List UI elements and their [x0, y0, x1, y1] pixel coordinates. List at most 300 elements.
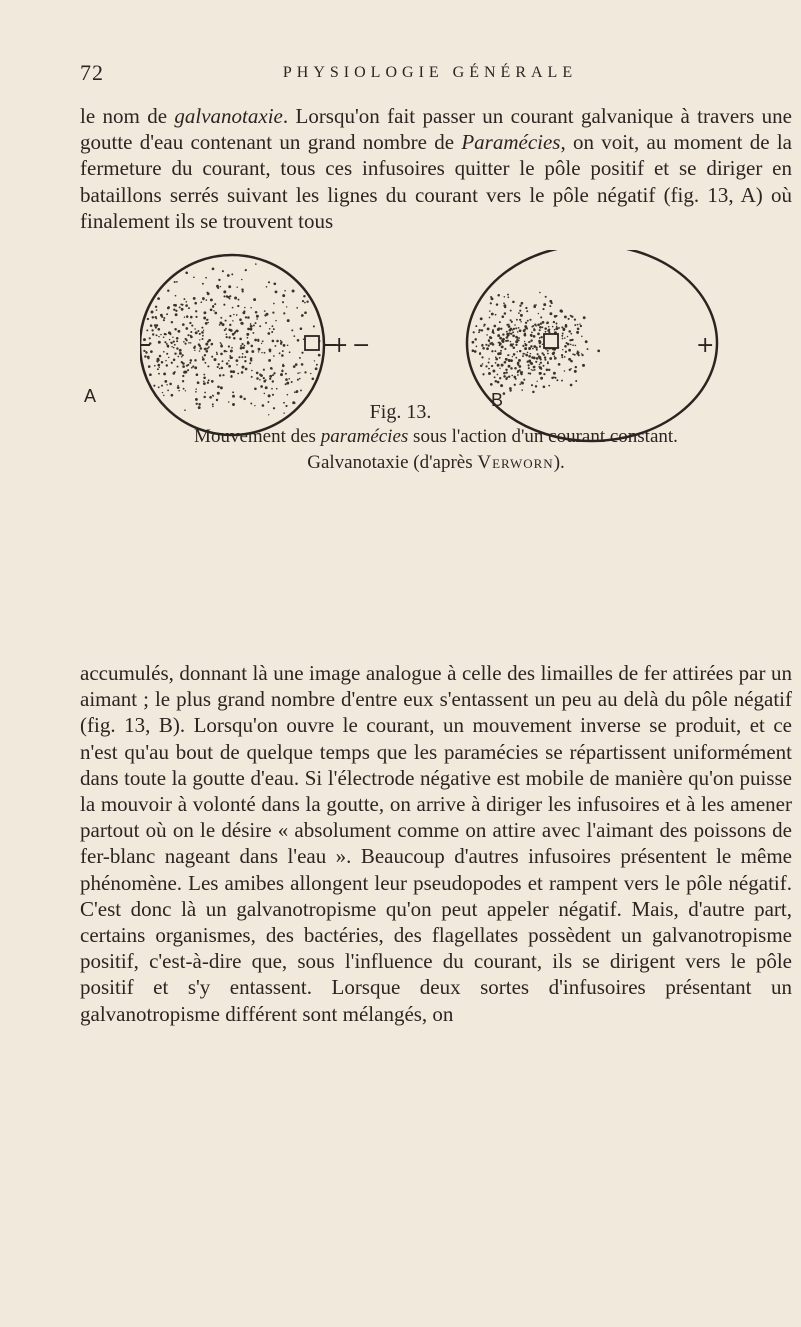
paramecium-dot: [169, 383, 172, 386]
paramecium-dot: [195, 310, 197, 312]
paramecium-dot: [532, 369, 534, 371]
paramecium-dot: [549, 305, 551, 307]
paramecium-dot: [287, 319, 290, 322]
paramecium-dot: [303, 295, 305, 297]
paramecium-dot: [564, 315, 567, 318]
paramecium-dot: [265, 386, 268, 389]
paramecium-dot: [481, 356, 483, 358]
paramecium-dot: [216, 353, 218, 355]
paramecium-dot: [167, 345, 170, 348]
paramecium-dot: [183, 371, 186, 374]
paramecium-dot: [505, 369, 507, 371]
paramecium-dot: [553, 321, 555, 323]
paramecium-dot: [226, 351, 228, 353]
paramecium-dot: [528, 347, 531, 350]
paramecium-dot: [256, 318, 258, 320]
paramecium-dot: [273, 355, 275, 357]
paramecium-dot: [228, 329, 231, 332]
electrode-negative-b: [544, 334, 558, 348]
paramecium-dot: [522, 345, 524, 347]
paramecium-dot: [210, 308, 213, 311]
paramecium-dot: [182, 365, 185, 368]
paramecium-dot: [271, 325, 273, 327]
paramecium-dot: [548, 326, 550, 328]
paramecium-dot: [579, 323, 580, 324]
paramecium-dot: [556, 326, 558, 328]
paramecium-dot: [176, 337, 179, 340]
paramecium-dot: [206, 350, 209, 353]
paramecium-dot: [204, 362, 206, 364]
paramecium-dot: [540, 372, 542, 374]
paramecium-dot: [291, 381, 293, 383]
paramecium-dot: [577, 350, 579, 352]
paramecium-dot: [500, 328, 502, 330]
paramecium-dot: [535, 385, 537, 387]
paramecium-dot: [562, 349, 563, 350]
paramecium-dot: [230, 370, 233, 373]
paramecium-dot: [518, 337, 520, 339]
paramecium-dot: [510, 310, 512, 312]
paramecium-dot: [545, 331, 547, 333]
paramecium-dot: [513, 376, 516, 379]
minus-sign-b: −: [352, 333, 371, 358]
paramecium-dot: [531, 369, 532, 370]
paramecium-dot: [205, 299, 207, 301]
paramecium-dot: [232, 320, 233, 321]
paramecium-dot: [491, 342, 493, 344]
paramecium-dot: [311, 377, 314, 380]
paramecium-dot: [478, 331, 480, 333]
paramecium-dot: [511, 321, 513, 323]
paramecium-dot: [538, 366, 540, 368]
paramecium-dot: [292, 290, 295, 293]
paramecium-dot: [242, 353, 244, 355]
paramecium-dot: [201, 338, 203, 340]
paramecium-dot: [542, 308, 544, 310]
paramecium-dot: [161, 385, 163, 387]
paramecium-dot: [250, 323, 252, 325]
paramecium-dot: [190, 359, 193, 362]
paramecium-dot: [149, 337, 151, 339]
paramecium-dot: [236, 359, 239, 362]
paramecium-dot: [546, 369, 549, 372]
paramecium-dot: [504, 312, 507, 315]
paramecium-dot: [539, 329, 541, 331]
paramecium-dot: [547, 353, 549, 355]
paramecium-dot: [301, 363, 304, 366]
paramecium-dot: [492, 343, 495, 346]
paramecium-dot: [537, 323, 540, 326]
paramecium-dot: [168, 357, 170, 359]
paramecium-dot: [183, 341, 185, 343]
paramecium-dot: [491, 313, 494, 316]
paramecium-dot: [256, 372, 259, 375]
paramecium-dot: [525, 307, 527, 309]
paramecium-dot: [519, 305, 521, 307]
paramecium-dot: [556, 322, 558, 324]
paramecium-dot: [202, 283, 204, 285]
paramecium-dot: [257, 340, 259, 342]
paramecium-dot: [182, 380, 184, 382]
paramecium-dot: [515, 340, 518, 343]
paramecium-dot: [266, 286, 268, 288]
paramecium-dot: [220, 317, 222, 319]
paramecium-dot: [552, 352, 555, 355]
paramecium-dot: [532, 391, 535, 394]
paramecium-dot: [195, 388, 197, 390]
paramecium-dot: [293, 365, 296, 368]
paramecium-dot: [221, 343, 223, 345]
paramecium-dot: [291, 329, 293, 331]
paramecium-dot: [188, 342, 190, 344]
paramecium-dot: [246, 350, 249, 353]
paramecium-dot: [201, 331, 204, 334]
paramecium-dot: [488, 341, 490, 343]
paramecium-dot: [543, 373, 545, 375]
paramecium-dot: [571, 315, 573, 317]
paramecium-dot: [212, 395, 214, 397]
paramecium-dot: [299, 372, 300, 373]
paramecium-dot: [221, 367, 224, 370]
paramecium-dot: [169, 339, 170, 340]
paramecium-dot: [534, 369, 536, 371]
paramecium-dot: [544, 356, 546, 358]
paramecium-dot: [282, 364, 284, 366]
paramecium-dot: [512, 356, 513, 357]
paramecium-dot: [163, 395, 165, 397]
paramecium-dot: [284, 290, 286, 292]
paramecium-dot: [489, 317, 491, 319]
paramecium-dot: [541, 336, 543, 338]
paramecium-dot: [155, 327, 157, 329]
paramecium-dot: [585, 340, 588, 343]
paramecium-dot: [529, 373, 531, 375]
paramecium-dot: [521, 302, 524, 305]
paramecium-dot: [240, 322, 243, 325]
paramecium-dot: [543, 303, 546, 306]
paramecium-dot: [304, 311, 307, 314]
paramecium-dot: [548, 369, 550, 371]
figure-number: Fig. 13.: [369, 401, 432, 423]
paramecium-dot: [286, 382, 289, 385]
paramecium-dot: [200, 347, 203, 350]
paramecium-dot: [193, 276, 195, 278]
paramecium-dot: [205, 277, 207, 279]
paramecium-dot: [241, 356, 243, 358]
paramecium-dot: [214, 303, 216, 305]
paramecium-dot: [288, 378, 290, 380]
paramecium-dot: [519, 383, 521, 385]
paramecium-dot: [485, 344, 487, 346]
paramecium-dot: [250, 357, 253, 360]
paramecium-dot: [150, 350, 153, 353]
paramecium-dot: [143, 338, 146, 341]
paramecium-dot: [212, 268, 215, 271]
paramecium-dot: [240, 347, 243, 350]
paramecium-dot: [532, 348, 534, 350]
paramecium-dot: [542, 343, 544, 345]
paramecium-dot: [486, 347, 489, 350]
paramecium-dot: [185, 327, 188, 330]
paramecium-dot: [272, 394, 274, 396]
paramecium-dot: [533, 328, 534, 329]
paramecium-dot: [544, 359, 546, 361]
paramecium-dot: [514, 367, 517, 370]
paramecium-dot: [203, 380, 205, 382]
paramecium-dot: [501, 345, 504, 348]
paramecium-dot: [506, 377, 508, 379]
paramecium-dot: [528, 364, 530, 366]
paramecium-dot: [519, 350, 521, 352]
paramecium-dot: [158, 367, 159, 368]
paramecium-dot: [529, 319, 531, 321]
paramecium-dot: [523, 329, 526, 332]
paramecium-dot: [527, 320, 529, 322]
paramecium-dot: [564, 370, 566, 372]
paramecium-dot: [197, 330, 199, 332]
paramecium-dot: [194, 328, 196, 330]
paramecium-dot: [525, 322, 527, 324]
paramecium-dot: [232, 391, 234, 393]
paramecium-dot: [554, 356, 556, 358]
paramecium-dot: [515, 327, 517, 329]
paramecium-dot: [544, 327, 547, 330]
paramecium-dot: [165, 333, 167, 335]
paramecium-dot: [190, 316, 193, 319]
paramecium-dot: [273, 282, 276, 285]
paramecium-dot: [297, 379, 299, 381]
paramecium-dot: [250, 307, 251, 308]
paramecium-dot: [260, 385, 263, 388]
paramecium-dot: [525, 326, 528, 329]
paramecium-dot: [543, 354, 545, 356]
paramecium-dot: [166, 384, 168, 386]
paramecium-dot: [537, 353, 539, 355]
paramecium-dot: [500, 350, 502, 352]
paramecium-dot: [149, 342, 152, 345]
paramecium-dot: [244, 360, 246, 362]
paramecium-dot: [504, 348, 506, 350]
paramecium-dot: [179, 306, 181, 308]
page-number: 72: [80, 60, 104, 85]
paramecium-dot: [189, 362, 191, 364]
paramecium-dot: [511, 345, 513, 347]
paramecium-dot: [574, 370, 577, 373]
paramecium-dot: [497, 374, 499, 376]
paramecium-dot: [242, 343, 244, 345]
paramecium-dot: [201, 327, 203, 329]
paramecium-dot: [282, 301, 284, 303]
paramecium-dot: [223, 290, 226, 293]
paramecium-dot: [524, 347, 527, 350]
paramecium-dot: [222, 323, 225, 326]
paramecium-dot: [163, 351, 165, 353]
caption-text: ).: [553, 452, 565, 473]
paramecium-dot: [514, 324, 516, 326]
paramecium-dot: [475, 325, 477, 327]
paramecium-dot: [268, 281, 270, 283]
paramecium-dot: [558, 363, 561, 366]
paramecium-dot: [539, 292, 541, 294]
paramecium-dot: [536, 357, 539, 360]
paramecium-dot: [539, 326, 542, 329]
paramecium-dot: [182, 354, 184, 356]
paramecium-dot: [262, 340, 264, 342]
paramecium-dot: [240, 345, 242, 347]
paramecium-dot: [163, 336, 165, 338]
paramecium-dot: [495, 356, 497, 358]
paramecium-dot: [185, 301, 187, 303]
paramecium-dot: [478, 329, 480, 331]
paramecium-dot: [480, 364, 483, 367]
paramecium-dot: [166, 364, 168, 366]
paramecium-dot: [242, 366, 245, 369]
paramecium-dot: [515, 357, 517, 359]
paramecium-dot: [268, 348, 271, 351]
paramecium-dot: [264, 393, 266, 395]
paramecium-dot: [163, 317, 165, 319]
paramecium-dot: [274, 345, 276, 347]
paramecium-dot: [565, 351, 567, 353]
paramecium-dot: [267, 332, 270, 335]
paramecium-dot: [275, 320, 277, 322]
paramecium-dot: [171, 394, 174, 397]
paramecium-dot: [236, 329, 239, 332]
paramecium-dot: [268, 394, 271, 397]
paramecium-dot: [220, 353, 223, 356]
paramecium-dot: [490, 383, 493, 386]
paramecium-dot: [171, 321, 173, 323]
caption-text: Galvanotaxie (d'après: [307, 452, 478, 473]
paramecium-dot: [296, 307, 298, 309]
paramecium-dot: [499, 342, 502, 345]
term-paramecies: Paramécies: [461, 130, 561, 155]
paramecium-dot: [185, 304, 188, 307]
paramecium-dot: [508, 375, 510, 377]
paramecium-dot: [283, 344, 286, 347]
paramecium-dot: [150, 324, 153, 327]
paramecium-dot: [474, 338, 477, 341]
paramecium-dot: [260, 374, 263, 377]
paramecium-dot: [207, 319, 209, 321]
paramecium-dot: [261, 343, 262, 344]
paramecium-dot: [515, 344, 517, 346]
paramecium-dot: [195, 391, 197, 393]
paramecium-dot: [556, 379, 558, 381]
paramecium-dot: [318, 354, 321, 357]
paramecium-dot: [494, 376, 496, 378]
paramecium-dot: [574, 318, 576, 320]
paramecium-dot: [225, 320, 227, 322]
paramecium-dot: [218, 279, 220, 281]
paramecium-dot: [228, 365, 231, 368]
paramecium-dot: [482, 363, 484, 365]
paramecium-dot: [499, 357, 501, 359]
paramecium-dot: [254, 339, 257, 342]
paramecium-dot: [230, 350, 232, 352]
paramecium-dot: [160, 334, 161, 335]
paramecium-dot: [202, 297, 205, 300]
paramecium-dot: [489, 310, 490, 311]
paramecium-dot: [212, 306, 214, 308]
paramecium-dot: [522, 353, 524, 355]
paramecium-dot: [302, 300, 304, 302]
paramecium-dot: [239, 338, 242, 341]
paramecium-dot: [229, 324, 231, 326]
paramecium-dot: [501, 364, 504, 367]
paramecium-dot: [154, 316, 156, 318]
paramecium-dot: [228, 360, 230, 362]
paramecium-dot: [226, 362, 229, 365]
paramecium-dot: [226, 336, 228, 338]
paramecium-dot: [181, 356, 183, 358]
paramecium-dot: [508, 334, 510, 336]
paramecium-dot: [280, 373, 283, 376]
paramecium-dot: [245, 368, 248, 371]
paramecium-dot: [295, 363, 298, 366]
paramecium-dot: [229, 337, 231, 339]
paramecium-dot: [528, 360, 531, 363]
paramecium-dot: [517, 371, 519, 373]
paramecium-dot: [568, 330, 571, 333]
paramecium-dot: [272, 380, 274, 382]
paramecium-dot: [519, 365, 522, 368]
paramecium-dot: [496, 303, 498, 305]
paramecium-dot: [179, 349, 182, 352]
paramecium-dot: [532, 325, 534, 327]
paramecium-dot: [227, 274, 230, 277]
paramecium-dot: [504, 361, 507, 364]
paramecium-dot: [187, 364, 189, 366]
paramecium-dot: [505, 358, 508, 361]
paramecium-dot: [213, 310, 214, 311]
paramecium-dot: [151, 329, 153, 331]
paramecium-dot: [473, 331, 475, 333]
paramecium-dot: [253, 298, 256, 301]
paramecium-dot: [165, 360, 167, 362]
paramecium-dot: [482, 347, 485, 350]
paramecium-dot: [244, 356, 246, 358]
paramecium-dot: [204, 392, 206, 394]
paramecium-dot: [570, 344, 572, 346]
paramecium-dot: [185, 338, 187, 340]
paramecium-dot: [163, 372, 166, 375]
paramecium-dot: [198, 343, 200, 345]
paramecium-dot: [558, 327, 560, 329]
paramecium-dot: [251, 376, 253, 378]
paramecium-dot: [509, 329, 512, 332]
paramecium-dot: [510, 333, 512, 335]
paramecium-dot: [204, 354, 206, 356]
paramecium-dot: [175, 310, 177, 312]
figure-caption-line2: [80, 451, 792, 475]
paramecium-dot: [174, 281, 176, 283]
paramecium-dot: [269, 328, 271, 330]
paramecium-dot: [507, 296, 509, 298]
paramecium-dot: [536, 381, 537, 382]
paramecium-dot: [159, 355, 162, 358]
paramecium-dot: [180, 303, 182, 305]
paramecium-dot: [560, 309, 563, 312]
paramecium-dot: [485, 365, 487, 367]
paramecium-dot: [483, 324, 485, 326]
paramecium-dot: [497, 381, 500, 384]
paramecium-dot: [144, 355, 147, 358]
paramecium-dot: [176, 281, 178, 283]
paramecium-dot: [240, 395, 243, 398]
paramecium-dot: [247, 316, 250, 319]
paramecium-dot: [568, 318, 570, 320]
